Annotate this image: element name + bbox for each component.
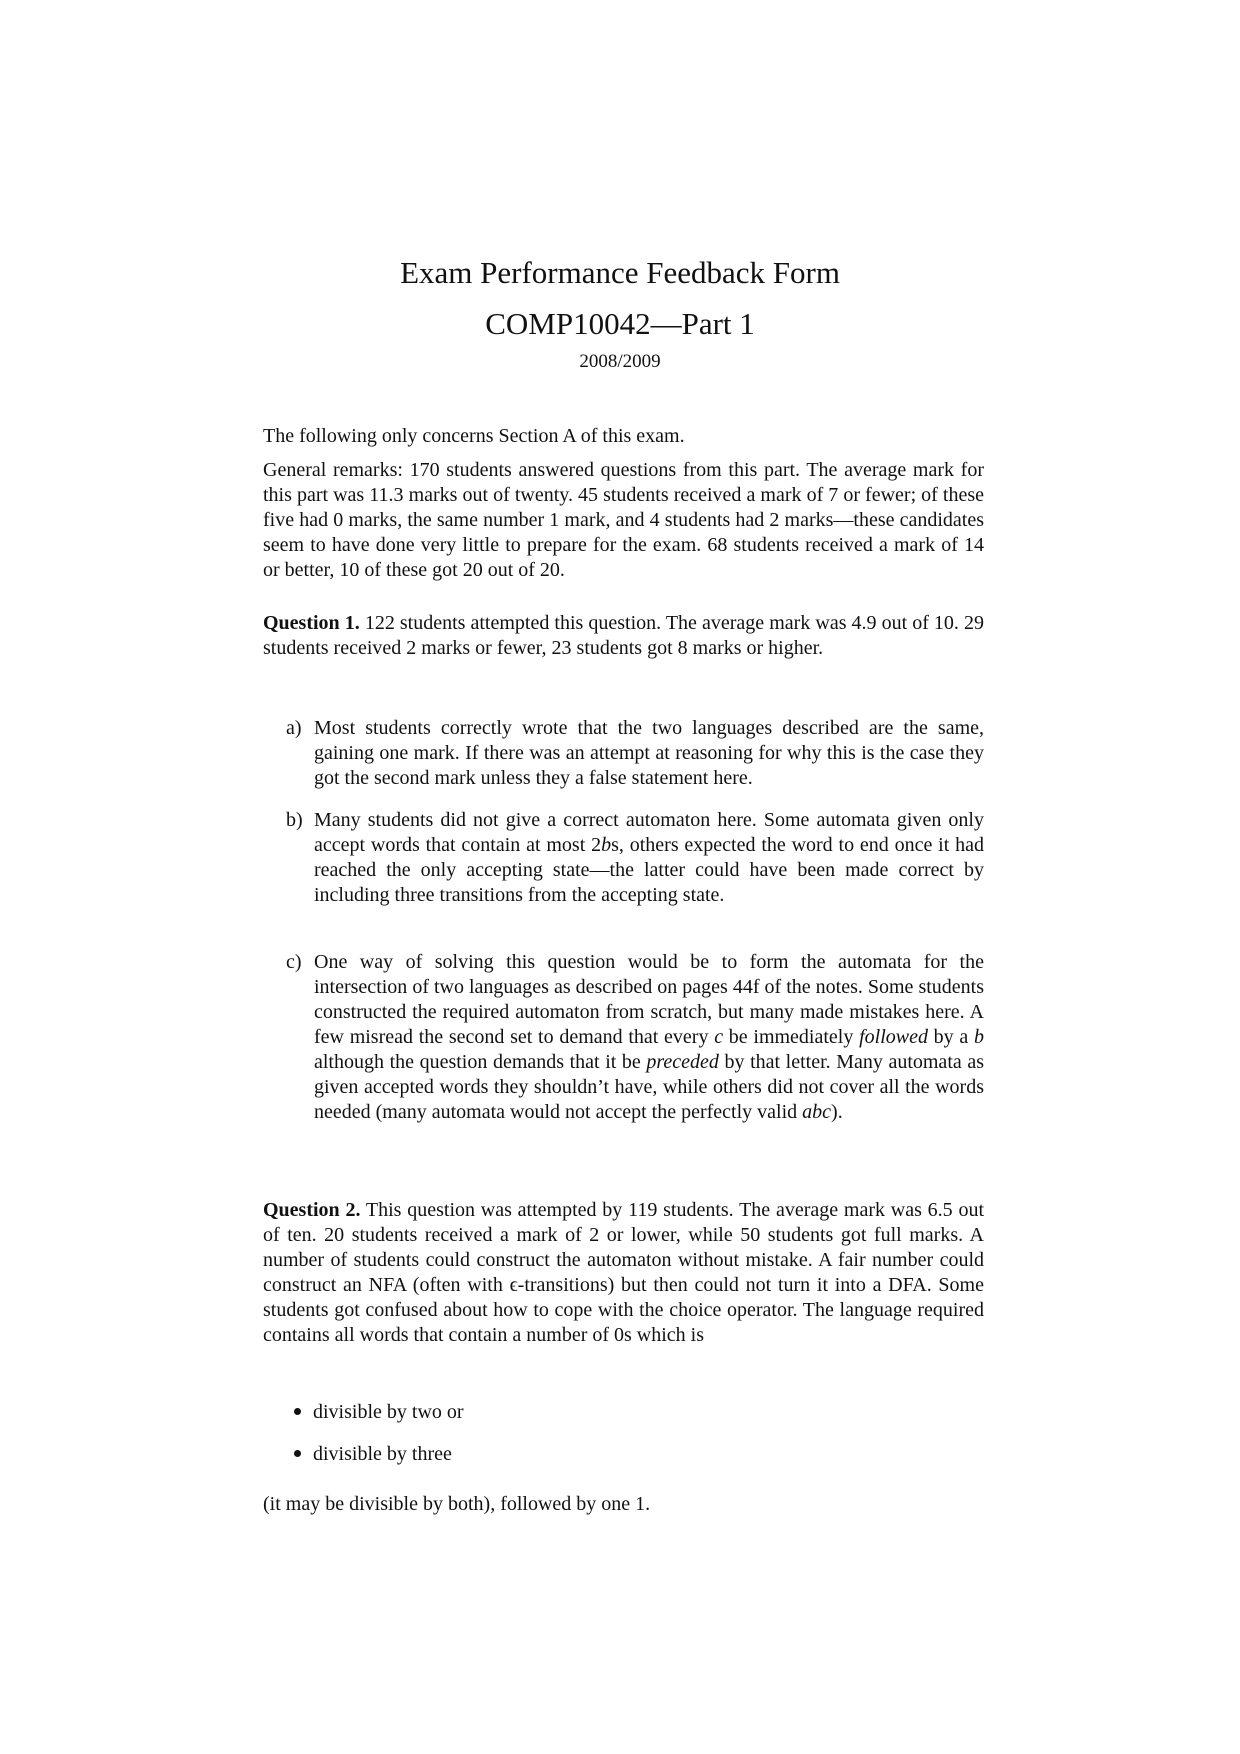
part-c-text: [314, 950, 984, 1125]
part-b-text: [314, 808, 984, 908]
bullet-icon: [294, 1408, 301, 1415]
italic-segment: b: [601, 834, 612, 856]
text-segment: Many students did not give a correct automaton here. Some automata given only accept words that contain at most 2: [314, 809, 984, 856]
text-segment: by that letter. Many automata as given accepted words they shouldn’t have, while others did not cover all the words needed (many automata would not accept the perfectly valid: [314, 1051, 984, 1123]
bullet-text: divisible by three: [313, 1443, 452, 1465]
general-remarks: General remarks: 170 students answered questions from this part. The average mark for this part was 11.3 marks out of twenty. 45 students received a mark of 7 or fewer; of these five had 0 marks, the same number 1 mark, and 4 students had 2 marks—these candidates seem to have done very little to prepare for the exam. 68 students received a mark of 14 or better, 10 of these got 20 out of 20.: [263, 459, 984, 581]
question-2-summary: [263, 1198, 984, 1348]
closing-paragraph: (it may be divisible by both), followed by one 1.: [263, 1493, 651, 1515]
italic-segment: b: [974, 1026, 984, 1048]
italic-segment: preceded: [646, 1051, 719, 1073]
text-segment: One way of solving this question would be to form the automata for the intersection of two languages as described on pages 44f of the notes. Some students constructed the required automaton from scratch, but many made mistakes here. A few misread the second set to demand that every: [314, 951, 984, 1048]
question-1-part-b: [286, 808, 984, 908]
part-b-label: b): [286, 809, 303, 831]
italic-segment: followed: [859, 1026, 928, 1048]
academic-year: 2008/2009: [579, 351, 661, 372]
question-1-part-a: [286, 716, 984, 791]
text-segment: ).: [831, 1101, 843, 1123]
course-subtitle: COMP10042—Part 1: [485, 306, 755, 341]
text-segment: s, others expected the word to end once it had reached the only accepting state—the latter could have been made correct by including three transitions from the accepting state.: [314, 834, 984, 906]
part-c-label: c): [286, 951, 302, 973]
bullet-item: [294, 1400, 464, 1425]
bullet-item: [294, 1442, 452, 1467]
italic-segment: abc: [802, 1101, 832, 1123]
question-1-part-c: [286, 950, 984, 1125]
question-2-text: This question was attempted by 119 students. The average mark was 6.5 out of ten. 20 students received a mark of 2 or lower, while 50 students got full marks. A number of students could construct the automaton without mistake. A fair number could construct an NFA (often with ϵ-transitions) but then could not turn it into a DFA. Some students got confused about how to cope with the choice operator. The language required contains all words that contain a number of 0s which is: [263, 1199, 984, 1346]
question-1-label: Question 1.: [263, 612, 360, 634]
intro-paragraph: The following only concerns Section A of this exam.: [263, 425, 685, 447]
text-segment: be immediately: [723, 1026, 860, 1048]
bullet-icon: [294, 1450, 301, 1457]
question-1-text: 122 students attempted this question. The average mark was 4.9 out of 10. 29 students received 2 marks or fewer, 23 students got 8 marks or higher.: [263, 612, 984, 659]
page-title: Exam Performance Feedback Form: [400, 255, 840, 290]
italic-segment: c: [714, 1026, 724, 1048]
part-a-text: Most students correctly wrote that the two languages described are the same, gaining one mark. If there was an attempt at reasoning for why this is the case they got the second mark unless they a false statement here.: [314, 717, 984, 789]
bullet-text: divisible by two or: [313, 1401, 464, 1423]
part-a-label: a): [286, 717, 302, 739]
text-segment: although the question demands that it be: [314, 1051, 647, 1073]
text-segment: by a: [927, 1026, 974, 1048]
question-1-summary: [263, 611, 984, 661]
question-2-label: Question 2.: [263, 1199, 361, 1221]
